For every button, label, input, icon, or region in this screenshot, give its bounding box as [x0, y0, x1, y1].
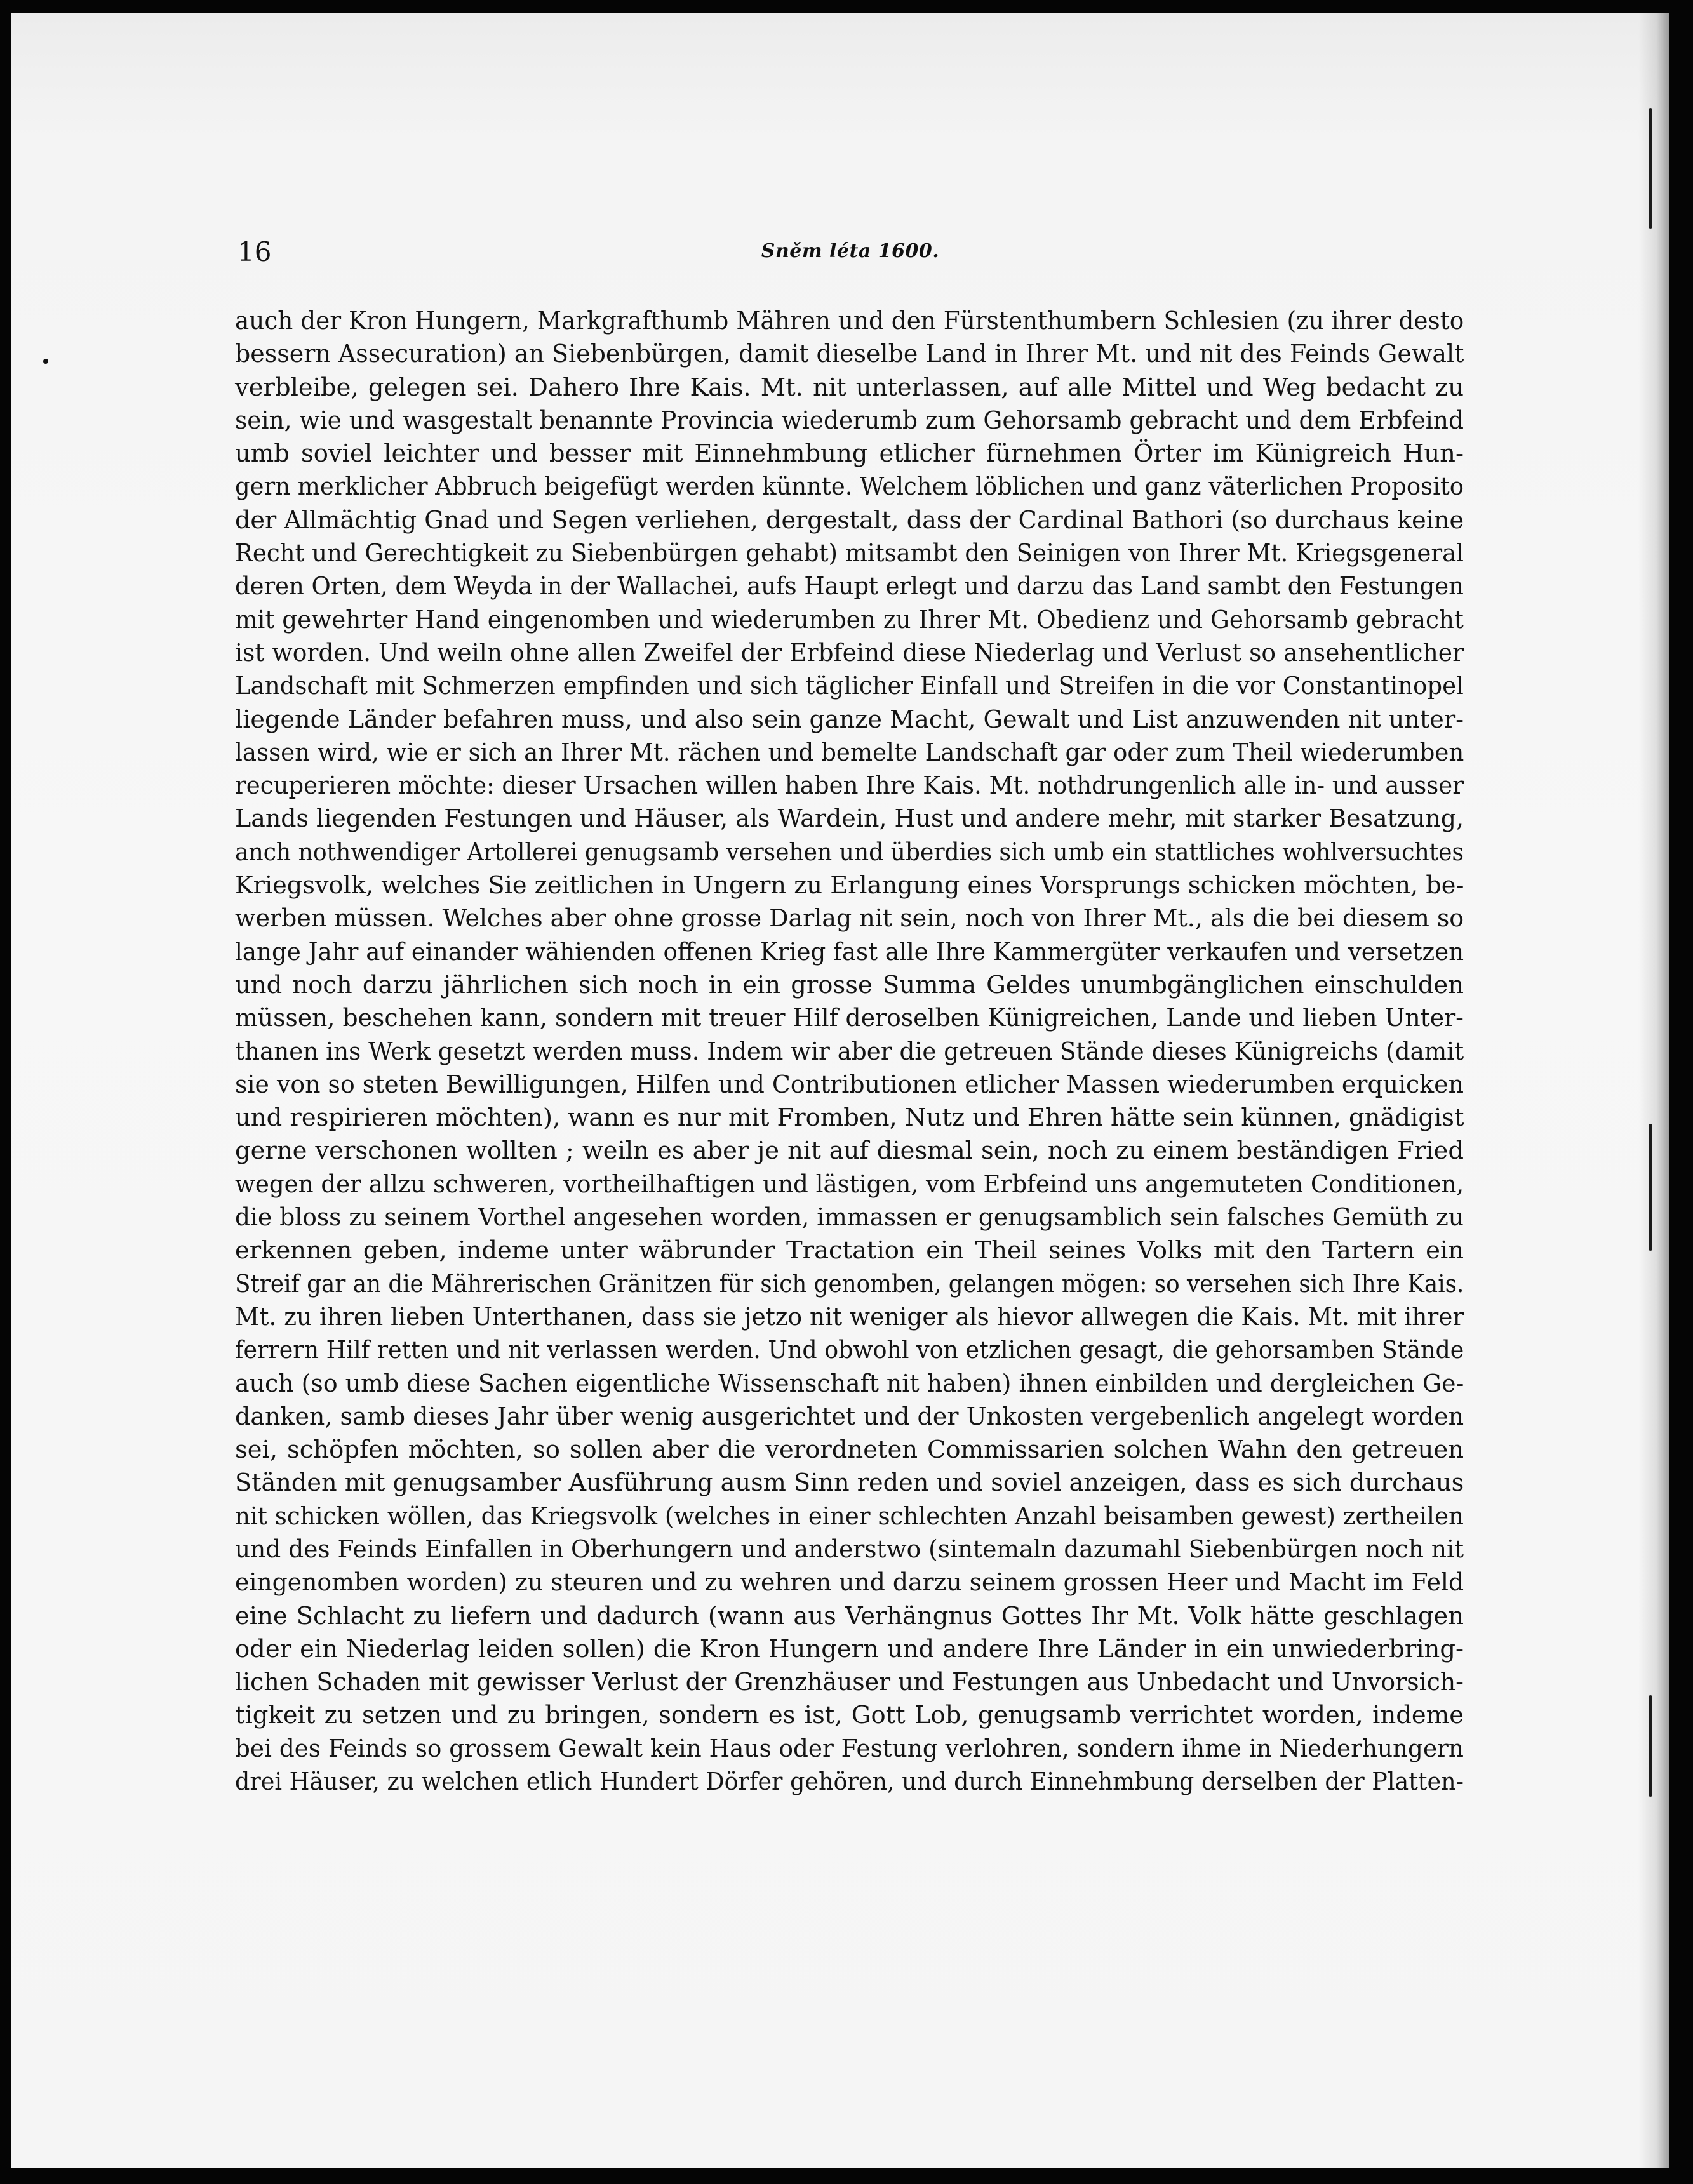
text-line: der Allmächtig Gnad und Segen verliehen, dergestalt, dass der Cardinal Bathori (so durchaus keine — [235, 505, 1464, 535]
text-line: auch (so umb diese Sachen eigentliche Wissenschaft nit haben) ihnen einbilden und dergleichen Ge- — [235, 1369, 1464, 1398]
text-line: tigkeit zu setzen und zu bringen, sondern es ist, Gott Lob, genugsamb verrichtet worden, indeme — [235, 1701, 1464, 1730]
text-line: eine Schlacht zu liefern und dadurch (wann aus Verhängnus Gottes Ihr Mt. Volk hätte geschlagen — [235, 1601, 1464, 1630]
text-line: sie von so steten Bewilligungen, Hilfen und Contributionen etlicher Massen wiederumben erquicken — [235, 1070, 1464, 1099]
text-line: verbleibe, gelegen sei. Dahero Ihre Kais. Mt. nit unterlassen, auf alle Mittel und Weg bedacht zu — [235, 373, 1464, 402]
text-line: Mt. zu ihren lieben Unterthanen, dass sie jetzo nit weniger als hievor allwegen die Kais. Mt. mit ihrer — [235, 1302, 1464, 1331]
text-line: die bloss zu seinem Vorthel angesehen worden, immassen er genugsamblich sein falsches Gemüth zu — [235, 1203, 1464, 1232]
text-line: nit schicken wöllen, das Kriegsvolk (welches in einer schlechten Anzahl beisamben gewest) zertheilen — [235, 1502, 1464, 1531]
text-line: ist worden. Und weiln ohne allen Zweifel der Erbfeind diese Niederlag und Verlust so ansehentlicher — [235, 638, 1464, 667]
text-line: gerne verschonen wollten ; weiln es aber je nit auf diesmal sein, noch zu einem beständigen Fried — [235, 1136, 1464, 1166]
text-line: deren Orten, dem Weyda in der Wallachei, aufs Haupt erlegt und darzu das Land sambt den Festungen — [235, 572, 1464, 601]
text-line: wegen der allzu schweren, vortheilhaftigen und lästigen, vom Erbfeind uns angemuteten Conditionen, — [235, 1169, 1464, 1199]
binding-shadow — [1638, 13, 1669, 2168]
text-line: Landschaft mit Schmerzen empfinden und sich täglicher Einfall und Streifen in die vor Constantinopel — [235, 672, 1464, 701]
text-line: mit gewehrter Hand eingenomben und wiederumben zu Ihrer Mt. Obedienz und Gehorsamb gebracht — [235, 605, 1464, 634]
text-line: eingenomben worden) zu steuren und zu wehren und darzu seinem grossen Heer und Macht im Feld — [235, 1568, 1464, 1597]
scan-speck — [43, 359, 48, 364]
text-line: müssen, beschehen kann, sondern mit treuer Hilf deroselben Künigreichen, Lande und lieben Unter- — [235, 1004, 1464, 1033]
text-line: und des Feinds Einfallen in Oberhungern und anderstwo (sintemaln dazumahl Siebenbürgen noch nit — [235, 1535, 1464, 1564]
text-line: erkennen geben, indeme unter wäbrunder Tractation ein Theil seines Volks mit den Tartern ein — [235, 1236, 1464, 1265]
text-line: danken, samb dieses Jahr über wenig ausgerichtet und der Unkosten vergebenlich angelegt worden — [235, 1402, 1464, 1431]
text-line: lassen wird, wie er sich an Ihrer Mt. rächen und bemelte Landschaft gar oder zum Theil wiederumben — [235, 738, 1464, 767]
text-line: und noch darzu jährlichen sich noch in ein grosse Summa Geldes unumbgänglichen einschulden — [235, 970, 1464, 999]
text-line: lichen Schaden mit gewisser Verlust der Grenzhäuser und Festungen aus Unbedacht und Unvorsich- — [235, 1668, 1464, 1697]
text-line: ferrern Hilf retten und nit verlassen werden. Und obwohl von etzlichen gesagt, die gehorsamben Stände — [235, 1336, 1464, 1365]
text-line: Streif gar an die Mährerischen Gränitzen für sich genomben, gelangen mögen: so versehen sich Ihre Kais. — [235, 1269, 1464, 1298]
text-line: sei, schöpfen möchten, so sollen aber die verordneten Commissarien solchen Wahn den getreuen — [235, 1435, 1464, 1465]
binding-edge-mark — [1649, 1124, 1652, 1251]
text-line: recuperieren möchte: dieser Ursachen willen haben Ihre Kais. Mt. nothdrungenlich alle in- und ausser — [235, 771, 1464, 801]
binding-edge-mark — [1649, 108, 1652, 229]
page-sheet — [11, 13, 1669, 2168]
body-text — [235, 305, 1464, 1799]
text-line: Recht und Gerechtigkeit zu Siebenbürgen gehabt) mitsambt den Seinigen von Ihrer Mt. Kriegsgeneral — [235, 539, 1464, 568]
binding-edge-mark — [1649, 1695, 1652, 1797]
text-line: drei Häuser, zu welchen etlich Hundert Dörfer gehören, und durch Einnehmbung derselben der Platten- — [235, 1768, 1464, 1797]
running-head: Sněm léta 1600. — [761, 240, 940, 262]
text-line: anch nothwendiger Artollerei genugsamb versehen und überdies sich umb ein stattliches wohlversuchtes — [235, 837, 1464, 867]
text-line: bei des Feinds so grossem Gewalt kein Haus oder Festung verlohren, sondern ihme in Niederhungern — [235, 1734, 1464, 1763]
text-line: liegende Länder befahren muss, und also sein ganze Macht, Gewalt und List anzuwenden nit unter- — [235, 705, 1464, 734]
text-line: gern merklicher Abbruch beigefügt werden künnte. Welchem löblichen und ganz väterlichen Proposito — [235, 472, 1464, 502]
text-line: oder ein Niederlag leiden sollen) die Kron Hungern und andere Ihre Länder in ein unwiederbring- — [235, 1634, 1464, 1663]
page-number: 16 — [238, 236, 272, 267]
text-line: lange Jahr auf einander wähienden offenen Krieg fast alle Ihre Kammergüter verkaufen und versetzen — [235, 937, 1464, 966]
text-line: thanen ins Werk gesetzt werden muss. Indem wir aber die getreuen Stände dieses Künigreichs (damit — [235, 1037, 1464, 1066]
text-line: werben müssen. Welches aber ohne grosse Darlag nit sein, noch von Ihrer Mt., als die bei diesem so — [235, 904, 1464, 933]
text-line: bessern Assecuration) an Siebenbürgen, damit dieselbe Land in Ihrer Mt. und nit des Feinds Gewalt — [235, 340, 1464, 369]
text-line: und respirieren möchten), wann es nur mit Fromben, Nutz und Ehren hätte sein künnen, gnädigist — [235, 1103, 1464, 1133]
text-line: umb soviel leichter und besser mit Einnehmbung etlicher fürnehmen Örter im Künigreich Hun- — [235, 439, 1464, 469]
text-line: Ständen mit genugsamber Ausführung ausm Sinn reden und soviel anzeigen, dass es sich durchaus — [235, 1468, 1464, 1498]
text-line: Kriegsvolk, welches Sie zeitlichen in Ungern zu Erlangung eines Vorsprungs schicken möchten, be- — [235, 871, 1464, 900]
text-line: Lands liegenden Festungen und Häuser, als Wardein, Hust und andere mehr, mit starker Besatzung, — [235, 804, 1464, 834]
text-line: sein, wie und wasgestalt benannte Provincia wiederumb zum Gehorsamb gebracht und dem Erbfeind — [235, 406, 1464, 435]
page-header — [238, 236, 1463, 274]
text-line: auch der Kron Hungern, Markgrafthumb Mähren und den Fürstenthumbern Schlesien (zu ihrer desto — [235, 307, 1464, 335]
